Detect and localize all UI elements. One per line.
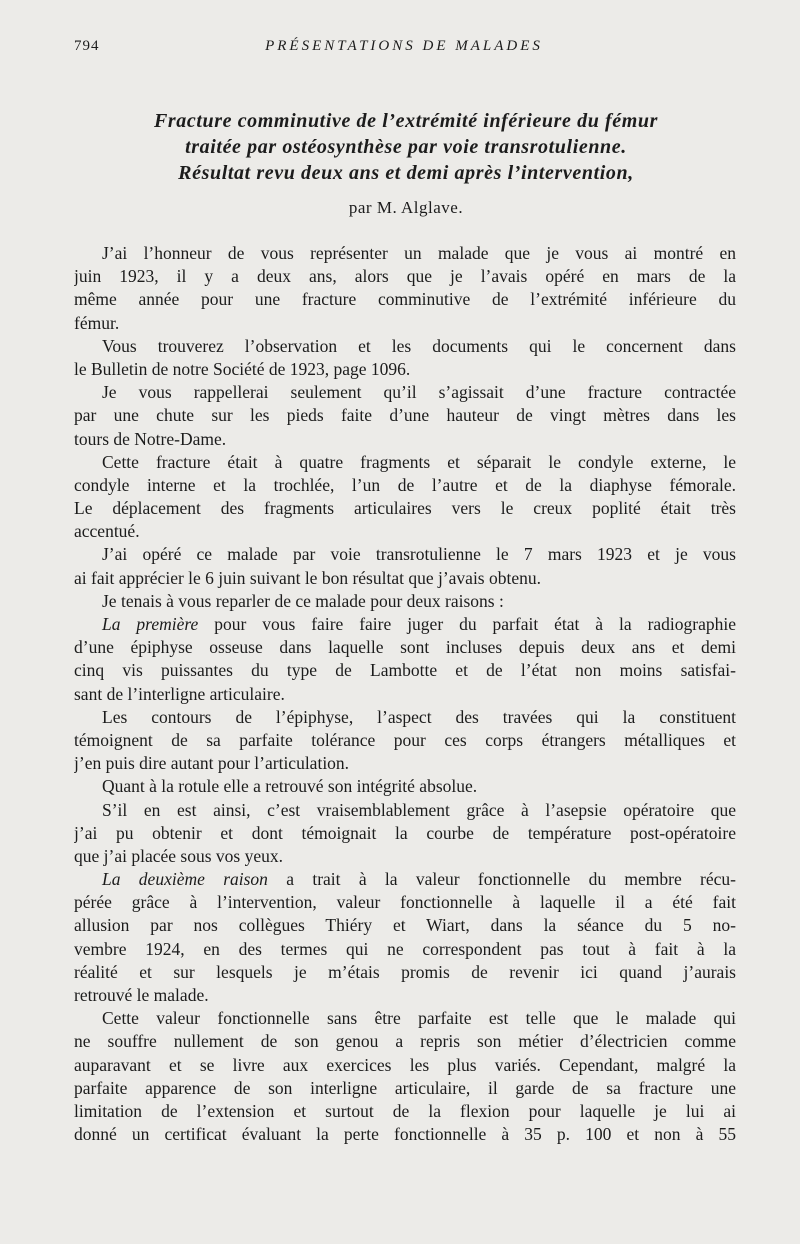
line-text: ai fait apprécier le 6 juin suivant le bon résultat que j’avais obtenu. [74, 567, 541, 588]
line-text: Vous trouverez l’observation et les documents qui le concernent dans [102, 335, 736, 356]
text-line [74, 775, 736, 798]
text-line [74, 961, 736, 984]
running-title: PRÉSENTATIONS DE MALADES [265, 38, 543, 54]
line-text: pour vous faire faire juger du parfait état à la radiographie [198, 614, 736, 634]
line-text: sant de l’interligne articulaire. [74, 683, 285, 704]
text-line [74, 1100, 736, 1123]
text-line [74, 636, 736, 659]
line-text: que j’ai placée sous vos yeux. [74, 845, 283, 866]
title-line: traitée par ostéosynthèse par voie transrotulienne. [185, 136, 627, 158]
text-line [74, 613, 736, 636]
text-line [74, 659, 736, 682]
line-text: pérée grâce à l’intervention, valeur fonctionnelle à laquelle il a été fait [74, 892, 736, 913]
line-text: j’ai pu obtenir et dont témoignait la courbe de température post-opératoire [74, 822, 736, 843]
line-text: j’en puis dire autant pour l’articulation. [74, 753, 350, 774]
line-text: allusion par nos collègues Thiéry et Wiart, dans la séance du 5 no- [74, 915, 736, 936]
line-text: tours de Notre-Dame. [74, 428, 227, 449]
line-text: J’ai l’honneur de vous représenter un malade que je vous ai montré en [102, 243, 736, 263]
text-line [74, 706, 736, 729]
line-text: par une chute sur les pieds faite d’une hauteur de vingt mètres dans les [74, 405, 736, 426]
text-line [74, 428, 736, 451]
text-line [74, 497, 736, 520]
text-line [74, 1007, 736, 1030]
line-text: le Bulletin de notre Société de 1923, page 1096. [74, 358, 411, 379]
line-text: Cette fracture était à quatre fragments et séparait le condyle externe, le [102, 451, 736, 472]
text-line [74, 335, 736, 358]
text-line [74, 242, 736, 265]
title-line: Fracture comminutive de l’extrémité inférieure du fémur [153, 110, 659, 132]
text-line [74, 1054, 736, 1077]
text-line [74, 938, 736, 961]
text-line [74, 822, 736, 845]
line-text: limitation de l’extension et surtout de la flexion pour laquelle je lui ai [74, 1100, 736, 1121]
line-text: Les contours de l’épiphyse, l’aspect des travées qui la constituent [102, 706, 736, 727]
text-line [74, 845, 736, 868]
text-line [74, 265, 736, 288]
line-text: a trait à la valeur fonctionnelle du membre récu- [267, 869, 736, 890]
text-line [74, 1077, 736, 1100]
line-text: fémur. [74, 312, 120, 333]
line-text: Le déplacement des fragments articulaires vers le creux poplité était très [74, 498, 736, 519]
text-line [74, 312, 736, 335]
title-line: Résultat revu deux ans et demi après l’intervention, [178, 162, 634, 184]
text-line [74, 590, 736, 613]
line-text: vembre 1924, en des termes qui ne correspondent pas tout à fait à la [74, 938, 736, 959]
line-text: condyle interne et la trochlée, l’un de l’autre et de la diaphyse fémorale. [74, 474, 736, 495]
line-text: accentué. [74, 521, 140, 542]
line-text: auparavant et se livre aux exercices les plus variés. Cependant, malgré la [74, 1054, 736, 1075]
text-line [74, 1123, 736, 1146]
text-line [74, 474, 736, 497]
article-title [74, 108, 738, 186]
text-line [74, 868, 736, 891]
author-byline: par M. Alglave. [348, 198, 464, 217]
page-header [74, 38, 734, 58]
text-line [74, 1030, 736, 1053]
text-line [74, 567, 736, 590]
line-text: ne souffre nullement de son genou a repris son métier d’électricien comme [74, 1031, 736, 1052]
article-body [74, 242, 736, 1146]
text-line [74, 381, 736, 404]
line-text: Je vous rappellerai seulement qu’il s’agissait d’une fracture contractée [102, 382, 736, 403]
text-line [74, 358, 736, 381]
line-text: donné un certificat évaluant la perte fonctionnelle à 35 p. 100 et non à 55 [74, 1124, 736, 1145]
line-text: retrouvé le malade. [74, 985, 209, 1005]
emphasis: La deuxième raison [102, 869, 268, 890]
line-text: S’il en est ainsi, c’est vraisemblablement grâce à l’asepsie opératoire que [102, 799, 736, 820]
line-text: Cette valeur fonctionnelle sans être parfaite est telle que le malade qui [102, 1008, 736, 1029]
text-line [74, 451, 736, 474]
line-text: Quant à la rotule elle a retrouvé son intégrité absolue. [102, 776, 478, 797]
line-text: Je tenais à vous reparler de ce malade pour deux raisons : [102, 590, 504, 611]
line-text: d’une épiphyse osseuse dans laquelle sont incluses depuis deux ans et demi [74, 637, 736, 658]
text-line [74, 914, 736, 937]
line-text: J’ai opéré ce malade par voie transrotulienne le 7 mars 1923 et je vous [102, 544, 736, 565]
line-text: témoignent de sa parfaite tolérance pour ces corps étrangers métalliques et [74, 729, 736, 750]
line-text: juin 1923, il y a deux ans, alors que je l’avais opéré en mars de la [74, 266, 736, 287]
text-line [74, 543, 736, 566]
text-line [74, 891, 736, 914]
text-line [74, 404, 736, 427]
text-line [74, 520, 736, 543]
text-line [74, 729, 736, 752]
text-line [74, 799, 736, 822]
text-line [74, 288, 736, 311]
emphasis: La première [102, 614, 199, 634]
page-number: 794 [74, 38, 100, 54]
text-line [74, 752, 736, 775]
text-line [74, 984, 736, 1007]
line-text: parfaite apparence de son interligne articulaire, il garde de sa fracture une [74, 1077, 736, 1098]
text-line [74, 683, 736, 706]
line-text: réalité et sur lesquels je m’étais promis de revenir ici quand j’aurais [74, 961, 736, 982]
line-text: cinq vis puissantes du type de Lambotte et de l’état non moins satisfai- [74, 660, 736, 681]
line-text: même année pour une fracture comminutive de l’extrémité inférieure du [74, 289, 736, 310]
